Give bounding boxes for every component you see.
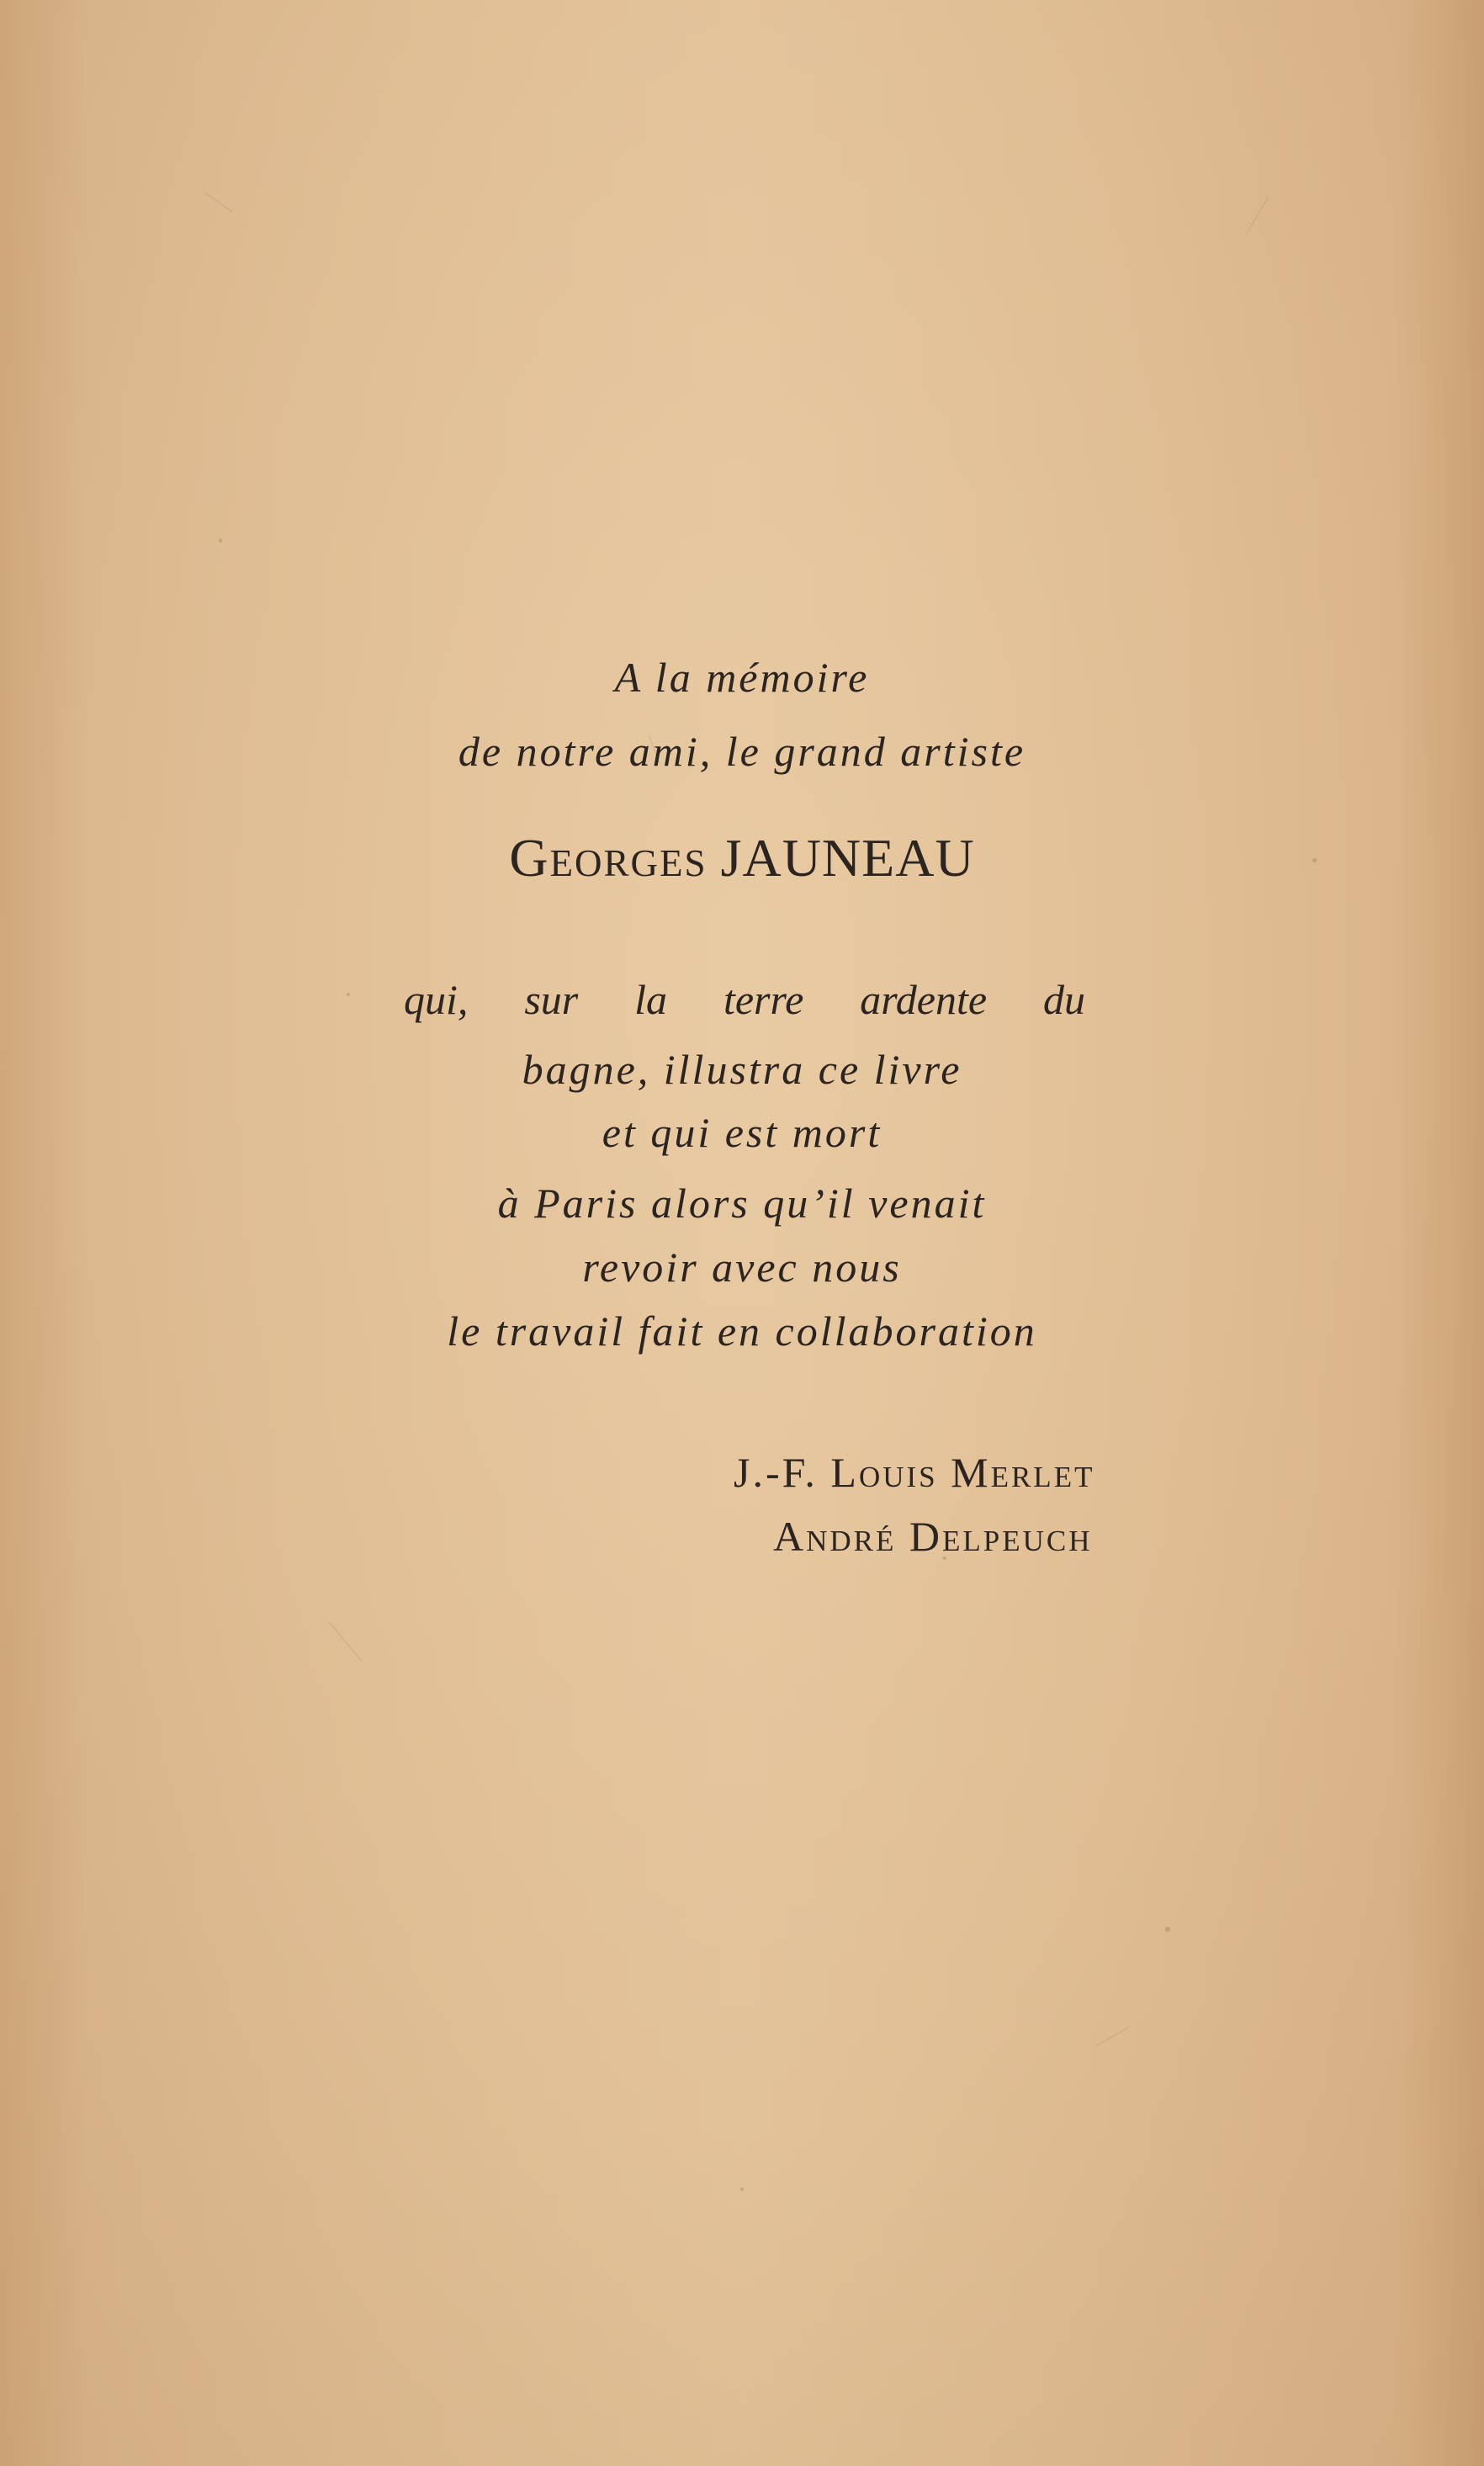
body-line-6: le travail fait en collaboration bbox=[447, 1307, 1037, 1355]
dedication-line-2: de notre ami, le grand artiste bbox=[458, 728, 1026, 775]
signature-author-2: André Delpeuch bbox=[773, 1513, 1093, 1560]
paper-fiber bbox=[1096, 2027, 1129, 2046]
signature-author-1: J.-F. Louis Merlet bbox=[734, 1449, 1095, 1496]
artist-last-name: JAUNEAU bbox=[720, 828, 975, 888]
paper-fiber bbox=[328, 1621, 361, 1661]
body-line-3: et qui est mort bbox=[602, 1109, 882, 1156]
paper-speck bbox=[347, 993, 350, 996]
body-word: qui, bbox=[404, 976, 469, 1023]
artist-name bbox=[0, 826, 1484, 890]
body-line-5: revoir avec nous bbox=[582, 1244, 902, 1291]
body-word: la bbox=[634, 976, 668, 1023]
paper-fiber bbox=[204, 193, 232, 213]
body-line-1 bbox=[404, 974, 1085, 1025]
body-word: terre bbox=[723, 976, 804, 1023]
paper-speck bbox=[219, 538, 222, 543]
dedication-line-1: A la mémoire bbox=[614, 654, 870, 701]
body-line-4: à Paris alors qu’il venait bbox=[497, 1180, 987, 1227]
paper-speck bbox=[740, 2188, 744, 2191]
body-word: du bbox=[1043, 976, 1085, 1023]
artist-first-name: Georges bbox=[509, 828, 708, 888]
paper-fiber bbox=[1247, 197, 1269, 234]
body-word: sur bbox=[524, 976, 579, 1023]
paper-speck bbox=[1165, 1927, 1170, 1932]
body-line-2: bagne, illustra ce livre bbox=[522, 1046, 962, 1093]
body-word: ardente bbox=[860, 976, 988, 1023]
